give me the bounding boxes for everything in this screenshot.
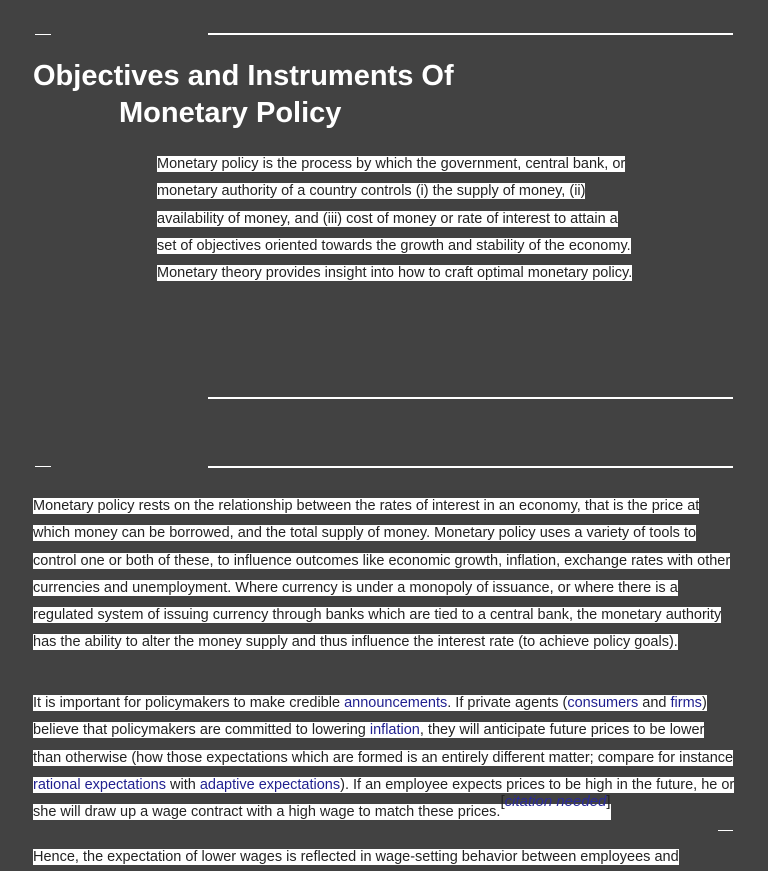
body-paragraph-3-text: Hence, the expectation of lower wages is reflected in wage-setting behavior between employees and	[33, 849, 679, 865]
link-rational-expectations[interactable]: rational expectations	[33, 776, 166, 793]
citation-needed-link[interactable]: citation needed	[504, 793, 607, 811]
divider-rule-section	[208, 466, 733, 468]
body-paragraph-2-text	[33, 695, 734, 820]
link-adaptive-expectations[interactable]: adaptive expectations	[199, 776, 341, 793]
text-run: ) believe that policymakers are committed to lowering	[33, 695, 707, 739]
body-paragraph-1-text: Monetary policy rests on the relationship between the rates of interest in an economy, that is the price at which money can be borrowed, and the total supply of money. Monetary policy uses a variety of tools to control one or both of these, to influence outcomes like economic growth, inflation, exchange rates with other currencies and unemployment. Where currency is under a monopoly of issuance, or where there is a regulated system of issuing currency through banks which are tied to a central bank, the monetary authority has the ability to alter the money supply and thus influence the interest rate (to achieve policy goals).	[33, 498, 731, 651]
page-title-line-1: Objectives and Instruments Of	[33, 60, 454, 92]
text-run: ). If an employee expects prices to be high in the future, he or she will draw up a wage contract with a high wage to match these prices.	[33, 776, 735, 821]
link-inflation[interactable]: inflation	[369, 722, 420, 739]
text-run: and	[638, 695, 671, 711]
citation-needed-tag[interactable]	[500, 793, 610, 810]
intro-text: Monetary policy is the process by which the government, central bank, or monetary authority of a country controls (i) the supply of money, (ii) availability of money, and (iii) cost of money or rate of interest to attain a set of objectives oriented towards the growth and stability of the economy. Monetary theory provides insight into how to craft optimal monetary policy.	[157, 156, 633, 282]
intro-paragraph	[157, 151, 637, 287]
dash-mark-top	[35, 34, 51, 35]
divider-rule-middle	[208, 397, 733, 399]
link-consumers[interactable]: consumers	[567, 695, 639, 711]
page-title	[33, 58, 553, 132]
body-paragraph-2	[33, 690, 735, 826]
divider-rule-top	[208, 33, 733, 35]
text-run: with	[166, 776, 200, 793]
body-paragraph-3	[33, 844, 735, 871]
text-run: It is important for policymakers to make credible	[33, 695, 345, 711]
page-title-line-2: Monetary Policy	[119, 97, 342, 129]
dash-mark-middle	[35, 466, 51, 467]
text-run: , they will anticipate future prices to be lower than otherwise (how those expectations which are formed is an entirely different matter; compare for instance	[33, 722, 734, 766]
link-firms[interactable]: firms	[670, 695, 702, 711]
text-run: . If private agents (	[447, 695, 568, 711]
body-paragraph-1	[33, 493, 735, 657]
citation-bracket-open: [	[500, 793, 505, 811]
link-announcements[interactable]: announcements	[344, 695, 448, 711]
dash-mark-bottom	[718, 830, 733, 831]
citation-bracket-close: ]	[606, 793, 611, 811]
